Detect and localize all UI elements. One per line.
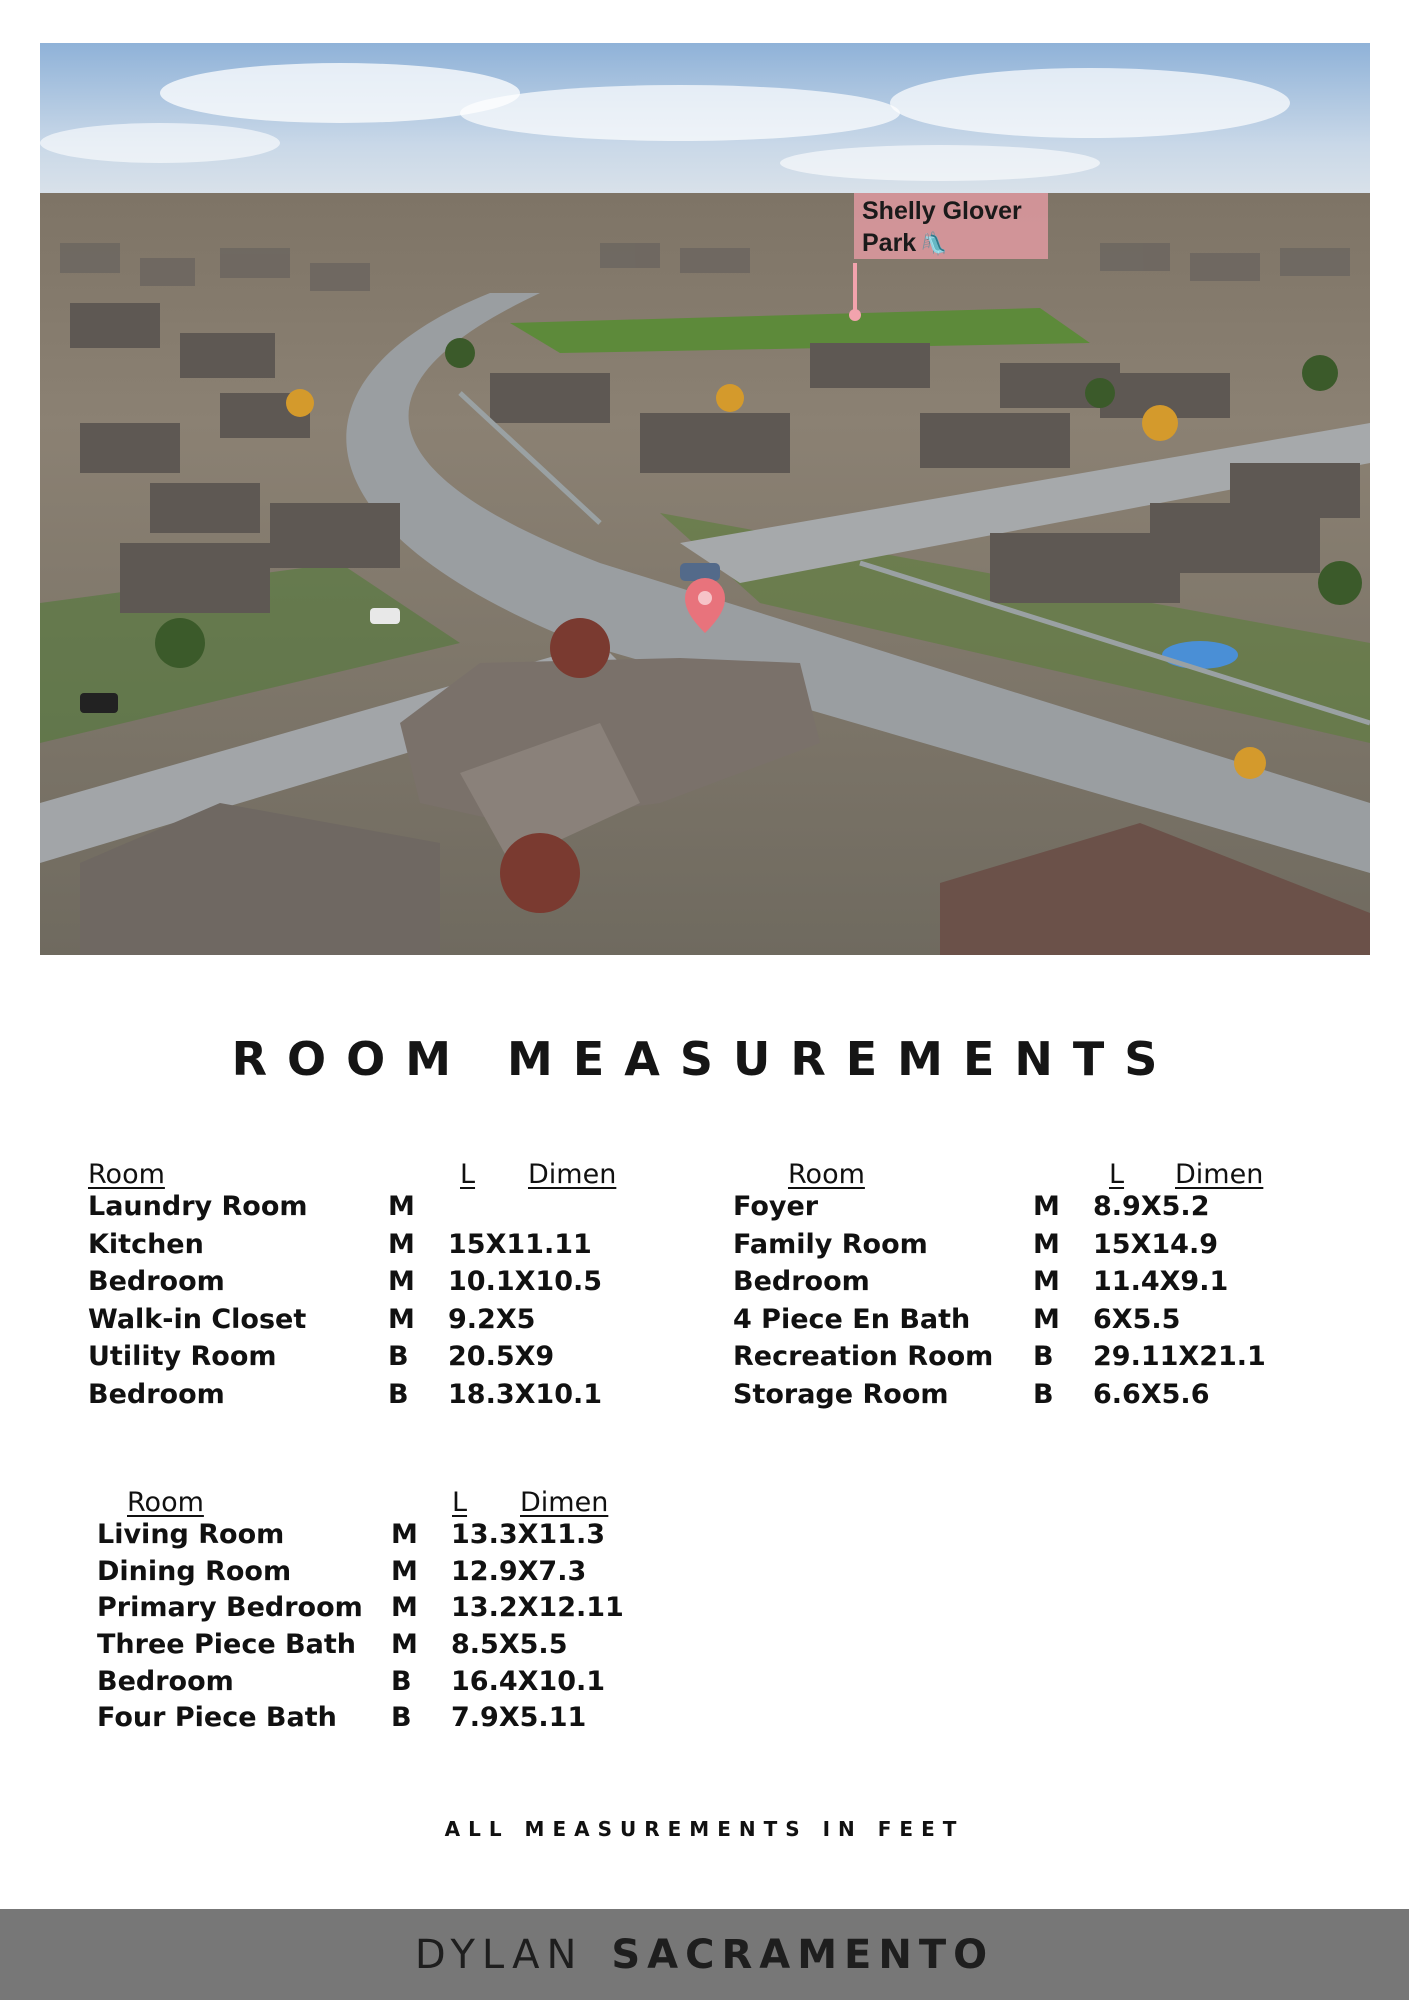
- header-level: L: [1109, 1159, 1125, 1190]
- header-room: Room: [788, 1159, 865, 1190]
- measurement-unit-note: ALL MEASUREMENTS IN FEET: [444, 1817, 965, 1841]
- room-level: M: [388, 1228, 415, 1260]
- room-level: M: [1033, 1228, 1060, 1260]
- room-name: Foyer: [733, 1191, 819, 1222]
- room-name: Primary Bedroom: [97, 1592, 363, 1624]
- room-name: Four Piece Bath: [97, 1702, 337, 1734]
- table-row: [88, 1229, 688, 1267]
- page-title: ROOM MEASUREMENTS: [231, 1032, 1178, 1086]
- table-row: [733, 1341, 1353, 1379]
- table-row: [733, 1379, 1353, 1417]
- room-dimen: 20.5X9: [448, 1341, 555, 1372]
- room-dimen: 8.9X5.2: [1093, 1191, 1210, 1222]
- table-row: [97, 1666, 697, 1703]
- room-dimen: 11.4X9.1: [1093, 1266, 1229, 1297]
- aerial-neighborhood-photo: [40, 43, 1370, 955]
- table-row: [88, 1304, 688, 1342]
- room-level: M: [391, 1592, 418, 1624]
- room-dimen: 7.9X5.11: [451, 1702, 587, 1734]
- table-row: [97, 1592, 697, 1629]
- header-room: Room: [88, 1159, 165, 1190]
- room-dimen: 13.2X12.11: [451, 1592, 624, 1624]
- room-name: Kitchen: [88, 1228, 204, 1260]
- table-row: [97, 1629, 697, 1666]
- room-dimen: 15X14.9: [1093, 1228, 1219, 1260]
- room-level: M: [388, 1303, 415, 1335]
- room-dimen: 8.5X5.5: [451, 1629, 568, 1661]
- park-label-line2: Park: [862, 229, 917, 257]
- room-table-c: [97, 1487, 697, 1739]
- room-name: Family Room: [733, 1228, 928, 1260]
- table-header: [733, 1159, 1353, 1191]
- room-name: Utility Room: [88, 1341, 277, 1372]
- room-dimen: 10.1X10.5: [448, 1266, 603, 1297]
- room-level: M: [1033, 1266, 1060, 1297]
- table-row: [733, 1191, 1353, 1229]
- table-row: [88, 1341, 688, 1379]
- table-row: [97, 1519, 697, 1556]
- table-row: [733, 1304, 1353, 1342]
- room-name: Bedroom: [97, 1665, 234, 1697]
- room-dimen: 18.3X10.1: [448, 1378, 603, 1410]
- room-level: B: [1033, 1378, 1054, 1410]
- aerial-photo-illustration: [40, 43, 1370, 955]
- park-label: [854, 193, 1048, 259]
- room-level: M: [388, 1191, 415, 1222]
- room-dimen: 15X11.11: [448, 1228, 592, 1260]
- room-name: Living Room: [97, 1519, 285, 1550]
- room-dimen: 9.2X5: [448, 1303, 536, 1335]
- header-level: L: [452, 1487, 468, 1518]
- header-dimen: Dimen: [1175, 1159, 1264, 1190]
- room-name: Bedroom: [88, 1266, 225, 1297]
- agent-first-name: DYLAN: [414, 1931, 584, 1978]
- room-name: Three Piece Bath: [97, 1629, 356, 1661]
- room-level: M: [1033, 1303, 1060, 1335]
- room-table-b: [733, 1159, 1353, 1416]
- room-dimen: 6.6X5.6: [1093, 1378, 1210, 1410]
- table-row: [88, 1191, 688, 1229]
- room-name: Recreation Room: [733, 1341, 994, 1372]
- room-level: B: [391, 1665, 412, 1697]
- room-name: Dining Room: [97, 1555, 292, 1587]
- room-level: B: [388, 1378, 409, 1410]
- room-name: Bedroom: [88, 1378, 225, 1410]
- room-dimen: 12.9X7.3: [451, 1555, 587, 1587]
- room-name: Laundry Room: [88, 1191, 308, 1222]
- room-dimen: 16.4X10.1: [451, 1665, 606, 1697]
- room-table-a: [88, 1159, 688, 1416]
- room-level: B: [388, 1341, 409, 1372]
- park-label-line1: Shelly Glover: [862, 197, 1022, 225]
- table-header: [97, 1487, 697, 1519]
- header-level: L: [460, 1159, 476, 1190]
- table-row: [97, 1702, 697, 1739]
- room-level: M: [388, 1266, 415, 1297]
- room-level: M: [391, 1519, 418, 1550]
- header-room: Room: [127, 1487, 204, 1518]
- room-name: 4 Piece En Bath: [733, 1303, 971, 1335]
- room-level: B: [1033, 1341, 1054, 1372]
- agent-footer: [0, 1909, 1409, 2000]
- room-name: Bedroom: [733, 1266, 870, 1297]
- room-dimen: 6X5.5: [1093, 1303, 1181, 1335]
- room-level: M: [391, 1629, 418, 1661]
- room-level: M: [391, 1555, 418, 1587]
- room-level: M: [1033, 1191, 1060, 1222]
- agent-last-name: SACRAMENTO: [611, 1931, 995, 1978]
- room-level: B: [391, 1702, 412, 1734]
- room-dimen: 13.3X11.3: [451, 1519, 606, 1550]
- table-row: [733, 1266, 1353, 1304]
- room-dimen: 29.11X21.1: [1093, 1341, 1266, 1372]
- playground-slide-icon: 🛝: [920, 231, 948, 256]
- room-name: Walk-in Closet: [88, 1303, 307, 1335]
- table-row: [733, 1229, 1353, 1267]
- table-row: [88, 1379, 688, 1417]
- header-dimen: Dimen: [520, 1487, 609, 1518]
- table-row: [97, 1556, 697, 1593]
- table-row: [88, 1266, 688, 1304]
- room-name: Storage Room: [733, 1378, 949, 1410]
- table-header: [88, 1159, 688, 1191]
- header-dimen: Dimen: [528, 1159, 617, 1190]
